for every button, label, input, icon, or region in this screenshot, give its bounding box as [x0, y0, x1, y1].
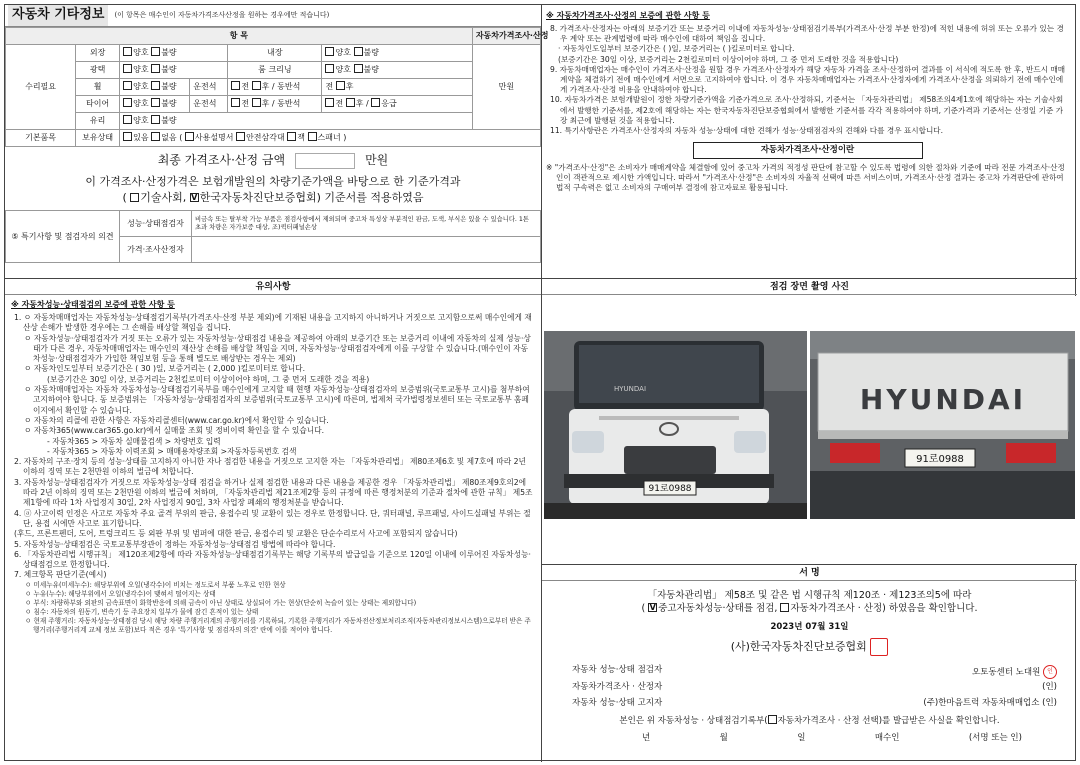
checkbox[interactable] [325, 47, 334, 56]
spanner-label: 스패너 [317, 133, 341, 142]
notes-item: 3. 자동차성능·상태점검자가 거짓으로 자동차성능·상태 점검을 하거나 실제 점검한 내용과 다른 내용을 제공한 경우 「자동차관리법」 제80조제9호의2에 따라 2년 이하의 징역 또는 2천만원 이하의 벌금에 처하며, 「자동차관리법 제21조제2항 등의 규정에 따른 행정처분의 기준과 절차에 관한 규칙」 제5조제1항에 따라 1차 사업정지 30일, 2차 사업정지 90일, 3차 사업장 폐쇄의 행정처분을 받습니다. [14, 477, 533, 508]
checkbox[interactable] [151, 47, 160, 56]
criteria-item: ㅇ 침수: 자동차의 원동기, 변속기 등 주요장치 일부가 물에 잠긴 흔적이 있는 상태 [25, 607, 259, 616]
bad-label: 불량 [363, 65, 379, 74]
rear-label: 후 [345, 82, 354, 91]
vehicle-other-info-section [5, 5, 549, 278]
notes-item: (후드, 프론트펜더, 도어, 트렁크리드 등 외판 부위 및 범퍼에 대한 판금, 용접수리 및 교환은 단순수리로서 사고에 포함되지 않습니다) [14, 529, 458, 539]
signature-bar: 서 명 [542, 565, 1077, 581]
notes-item: (보증기간은 30일 이상, 보증거리는 2천킬로미터 이상이어야 하며, 그 중 먼저 도래한 것을 적용) [47, 374, 370, 384]
law-line-1: 「자동차관리법」 제58조 및 같은 법 시행규칙 제120조 · 제123조의5에 따라 [647, 590, 972, 601]
checkbox[interactable] [185, 132, 194, 141]
criteria-item: ㅇ 누유(누수): 해당부위에서 오일(냉각수)이 맺혀서 떨어지는 상태 [25, 589, 216, 598]
law-option-b: 자동차가격조사 · 산정) 하였음을 확인합니다. [790, 603, 978, 614]
tire-label: 타이어 [76, 96, 120, 113]
exterior-label: 외장 [76, 45, 120, 62]
price-guarantee-section [542, 5, 1077, 278]
checkbox-checked[interactable]: V [649, 603, 656, 612]
footer-month: 월 [719, 733, 728, 743]
notes-sub-item: - 자동차365 > 자동차 이력조회 > 매매용차량조회 >자동차등록번호 검색 [47, 446, 297, 456]
confirm-line [542, 715, 1077, 728]
guarantee-item: (보증기간은 30일 이상, 보증거리는 2천킬로미터 이상이어야 하며, 그 중 먼저 도래한 것을 적용합니다) [558, 54, 899, 64]
sign-date [542, 621, 1077, 634]
triangle-label: 안전삼각대 [246, 133, 285, 142]
driver-label: 운전석 [190, 79, 228, 96]
price-unit: 만원 [472, 45, 540, 130]
rear-label: 후 [261, 82, 270, 91]
bad-label: 불량 [161, 65, 177, 74]
basis-line-1: 이 가격조사·산정가격은 보험개발원의 차량기준가액을 바탕으로 한 기준가격과 [85, 175, 461, 188]
bad-label: 불량 [363, 48, 379, 57]
checkbox[interactable] [354, 64, 363, 73]
manual-label: 사용설명서 [194, 133, 234, 142]
front-plate-text: 91로0988 [648, 484, 692, 494]
rear-label: 후 [355, 99, 364, 108]
gloss-label: 광택 [76, 62, 120, 79]
none-label: 없음 [161, 133, 177, 142]
checkbox[interactable] [287, 132, 296, 141]
law-line-2: ( V 중고자동차성능·상태를 점검, 자동차가격조사 · 산정) 하였음을 확인합니다. [641, 603, 978, 614]
signature-section [542, 564, 1077, 762]
repair-label: 수리필요 [6, 45, 76, 130]
good-label: 양호 [133, 116, 149, 125]
checkbox-checked[interactable]: V [191, 192, 198, 202]
checkbox[interactable] [346, 98, 355, 107]
truck-front-illustration [544, 331, 807, 519]
checkbox[interactable] [236, 132, 245, 141]
date-day: 31 [828, 622, 841, 632]
basis-line-2: ( 기술사회, V 한국자동차진단보증협회) 기준서를 적용하였음 [122, 191, 424, 204]
jack-label: 잭 [297, 133, 305, 142]
association-line [542, 638, 1077, 656]
association-seal-icon [870, 638, 888, 656]
notes-item: 7. 체크항목 판단기준(예시) [14, 570, 107, 580]
notes-bar: 유의사항 [5, 279, 541, 295]
checkbox[interactable] [354, 47, 363, 56]
notes-item: 2. 자동차의 구조·장치 등의 성능·상태를 고지하지 아니한 자나 점검한 내용을 거짓으로 고지한 자는 「자동차관리법」 제80조제6호 및 제7호에 따라 2년 이하의 징역 또는 2천만원 이하의 벌금에 처합니다. [14, 457, 526, 477]
good-label: 양호 [133, 65, 149, 74]
final-amount-row [5, 147, 541, 174]
notes-section [5, 279, 541, 762]
checkbox[interactable] [123, 47, 132, 56]
passenger-label: 동반석 [277, 82, 301, 91]
basis-option-a: 기술사회, [140, 191, 187, 204]
price-guarantee-title: ※ 자동차가격조사·산정의 보증에 관한 사항 등 [546, 11, 710, 20]
section-note: (이 항목은 매수인이 자동차가격조사산정을 원하는 경우에만 적습니다) [114, 11, 330, 20]
opinion-text: 비금속 또는 탈부착 가능 부품은 점검사항에서 제외되며 중고차 특성상 부분적인 판금, 도색, 부식은 있을 수 있습니다. 1톤 초과 차량은 자가보증 대상, 조)퀵터패널손상 [192, 211, 541, 237]
confirm-text-b: 자동차가격조사 · 산정 선택)를 발급받은 사실을 확인합니다. [777, 716, 1000, 726]
opinion-table [5, 210, 541, 263]
passenger-label: 동반석 [277, 99, 301, 108]
checkbox[interactable] [123, 115, 132, 124]
rear-brand-text: HYUNDAI [859, 383, 1027, 416]
checkbox[interactable] [123, 98, 132, 107]
opinion-label: ⑤ 특기사항 및 점검자의 의견 [6, 211, 120, 263]
room-cleaning-label: 룸 크리닝 [228, 62, 322, 79]
front-label: 전 [241, 82, 250, 91]
have-label: 있음 [133, 133, 149, 142]
interior-label: 내장 [228, 45, 322, 62]
criteria-item: ㅇ 부식: 차량하부와 외판의 금속표면이 화학반응에 의해 금속이 아닌 상태로 상실되어 가는 현상(단순히 녹슬어 있는 상태는 제외합니다) [25, 598, 417, 607]
notes-item: 6. 「자동차관리법 시행규칙」 제120조제2항에 따라 자동차성능·상태점검기록부는 해당 기록부의 발급일을 기준으로 120일 이내에 이루어진 자동차성능·상태점검으로 한정합니다. [14, 549, 531, 570]
glass-label: 유리 [76, 113, 120, 130]
opinion-inspector-label: 성능·상태점검자 [120, 211, 192, 237]
buyer-row [642, 733, 1022, 744]
final-amount-label: 최종 가격조사·산정 금액 [157, 153, 286, 167]
inspection-photos [542, 296, 1077, 564]
signer-name: (인) [1042, 682, 1057, 692]
date-year: 2023 [770, 622, 795, 632]
final-amount-unit: 만원 [365, 153, 389, 167]
signer-row [572, 665, 1057, 679]
good-label: 양호 [133, 99, 149, 108]
emergency-label: 응급 [381, 99, 397, 108]
checkbox[interactable] [371, 98, 380, 107]
signer-name: 오토동센터 노대원 [971, 667, 1041, 678]
notes-item: ㅇ 자동차365(www.car365.go.kr)에서 실매물 조회 및 정비이력 확인을 할 수 있습니다. [24, 426, 325, 436]
rear-label: 후 [261, 99, 270, 108]
checkbox[interactable] [151, 81, 160, 90]
signer-row [572, 682, 1057, 693]
checkbox[interactable] [325, 98, 334, 107]
driver-label: 운전석 [190, 96, 228, 113]
bad-label: 불량 [161, 82, 177, 91]
front-label: 전 [335, 99, 344, 108]
footer-day: 일 [797, 733, 806, 743]
guarantee-item: 8. 가격조사·산정자는 아래의 보증기간 또는 보증거리 이내에 자동차성능·상태점검기록부(가격조사·산정 부분 한정)에 적힌 내용에 허위 또는 오류가 있는 경우 계약 또는 관계법령에 따라 매수인에 대하여 책임을 집니다. [550, 24, 1064, 44]
front-brand-text: HYUNDAI [614, 385, 647, 393]
signer-role: 자동차 성능·상태 고지자 [572, 698, 663, 708]
price-definition-title: 자동차가격조사·산정이란 [693, 142, 923, 159]
signer-row [572, 698, 1057, 709]
truck-rear-illustration [810, 331, 1075, 519]
checkbox[interactable] [130, 193, 139, 202]
checkbox[interactable] [252, 98, 261, 107]
basic-label: 기본품목 [6, 130, 76, 147]
wheel-label: 휠 [76, 79, 120, 96]
final-amount-field[interactable] [295, 153, 355, 169]
signer-seal-icon: 인 [1043, 665, 1057, 679]
repair-table: 항 목 자동차가격조사·산정 수리필요 외장 양호 불량 내장 양호 불량 만원 광택 양호 불량 룸 크리닝 양호 불량 휠 양호 불량 운전석 전 후 / 동반석 전 후 타이어 양호 불량 운전석 전 후 / 동반석 전 후 / 응급 유리 양호 불량 기본품목 보유상태 있음 없음 ( 사용설명서 안전삼각대 잭 스패너 ) [5, 27, 541, 147]
checkbox[interactable] [151, 64, 160, 73]
checkbox[interactable] [231, 98, 240, 107]
section-header [5, 5, 541, 27]
date-month: 07 [805, 622, 818, 632]
notes-item: 1. ㅇ 자동차매매업자는 자동차성능·상태점검기록부(가격조사·산정 부분 제외)에 기재된 내용을 고지하지 아니하거나 거짓으로 고지함으로써 매수인에게 재산상 손해가 발생한 경우에는 그 손해를 배상할 책임을 집니다. [14, 313, 532, 333]
rear-plate-text: 91로0988 [916, 454, 964, 465]
checkbox[interactable] [768, 715, 777, 724]
confirm-text-a: 본인은 위 자동차성능 · 상태점검기록부( [619, 716, 768, 726]
guarantee-item: 11. 특기사항란은 가격조사·산정자의 자동차 성능·상태에 대한 견해가 성능·상태점검자의 견해와 다를 경우 표시합니다. [550, 126, 944, 136]
criteria-item: ㅇ 미세누유(미세누수): 해당부위에 오일(냉각수)이 비치는 정도로서 부품 노후로 인한 현상 [25, 580, 286, 589]
buyer-sign[interactable]: (서명 또는 인) [968, 733, 1022, 743]
notes-sub-item: - 자동차365 > 자동차 실매물검색 > 차량번호 입력 [47, 436, 221, 446]
photo-bar: 점검 장면 촬영 사진 [542, 279, 1077, 295]
checkbox[interactable] [308, 132, 317, 141]
buyer-label: 매수인 [874, 733, 900, 743]
signer-role: 자동차가격조사 · 산정자 [572, 682, 663, 692]
good-label: 양호 [133, 48, 149, 57]
year-unit: 년 [794, 622, 803, 632]
guarantee-item: 9. 자동차매매업자는 매수인이 가격조사·산정을 원할 경우 가격조사·산정자가 해당 자동차 가격을 조사·산정하여 결과를 이 서식에 적도록 한 후, 반드시 매매계약을 체결하기 전에 매수인에게 서면으로 고지하여야 합니다. 이 경우 자동차매매업자는 가격조사·산정자에게 가격조사·산정을 의뢰하기 전에 매수인에게 가격조사·산정 비용을 안내하여야 합니다. [550, 64, 1066, 95]
checkbox[interactable] [123, 132, 132, 141]
front-label: 전 [325, 82, 334, 91]
bad-label: 불량 [161, 99, 177, 108]
opinion-pricer-label: 가격·조사산정자 [120, 237, 192, 263]
footer-year: 년 [642, 733, 651, 743]
bad-label: 불량 [161, 116, 177, 125]
basis-option-b: 한국자동차진단보증협회) 기준서를 적용하였음 [199, 191, 424, 204]
law-option-a: 중고자동차성능·상태를 점검, [658, 603, 778, 614]
notes-item: ㅇ 자동차의 리콜에 관한 사항은 자동차리콜센터(www.car.go.kr)에서 확인할 수 있습니다. [24, 415, 329, 425]
checkbox[interactable] [123, 81, 132, 90]
criteria-item: ㅇ 현재 주행거리: 자동차성능·상태점검 당시 해당 차량 주행거리계의 주행거리를 기록하되, 기록한 주행거리가 자동차전산정보처리조직(자동차관리정보시스템)으로부터 받은 주행거리(주행거리계 교체 정보 포함)보다 적은 경우 '특기사항 및 점검자의 의견' 란에 이를 적어야 합니다. [25, 616, 531, 634]
item-header: 항 목 [6, 28, 473, 45]
good-label: 양호 [133, 82, 149, 91]
signer-role: 자동차 성능·상태 점검자 [572, 665, 663, 675]
opinion-pricer-field[interactable] [192, 237, 541, 263]
section-title: 자동차 기타정보 [8, 5, 108, 25]
checkbox[interactable] [151, 98, 160, 107]
bad-label: 불량 [161, 48, 177, 57]
price-definition-note: ※ "가격조사·산정"은 소비자가 매매계약을 체결함에 있어 중고차 가격의 적정성 판단에 참고할 수 있도록 법령에 의한 절차와 기준에 따라 전문 가격조사·산정인이 객관적으로 제시한 가액입니다. 따라서 "가격조사·산정"은 소비자의 자율적 선택에 따른 서비스이며, 가격조사·산정 결과는 중고차 가격판단에 관하여 법적 구속력은 없고 소비자의 구매여부 결정에 참고자료로 활용됩니다. [546, 162, 1065, 193]
checkbox[interactable] [123, 64, 132, 73]
notes-item: ㅇ 자동차인도일부터 보증기간은 ( 30 )일, 보증거리는 ( 2,000 )킬로미터로 합니다. [24, 364, 306, 374]
notes-item: 4. ⓐ 사고이력 인정은 사고로 자동차 주요 골격 부위의 판금, 용접수리 및 교환이 있는 경우로 한정합니다. 단, 쿼터패널, 루프패널, 사이드실패널 부위는 절단, 용접 시에만 사고로 표기합니다. [14, 508, 531, 528]
signer-name: (주)한마음트럭 자동차매매업소 (인) [923, 698, 1057, 708]
month-unit: 월 [817, 622, 826, 632]
checkbox[interactable] [780, 603, 789, 612]
checkbox[interactable] [325, 64, 334, 73]
notes-item: 5. 자동차성능·상태점검은 국토교통부장관이 정하는 자동차성능·상태점검 방법에 따라야 합니다. [14, 539, 336, 549]
notes-title: ※ 자동차성능·상태점검의 보증에 관한 사항 등 [11, 300, 175, 309]
checkbox[interactable] [336, 81, 345, 90]
basic-status-label: 보유상태 [76, 130, 120, 147]
truck-rear-photo [810, 331, 1075, 519]
front-label: 전 [241, 99, 250, 108]
truck-front-photo [544, 331, 807, 519]
guarantee-item: 10. 자동차가격은 보험개발원이 정한 차량기준가액을 기준가격으로 조사·산정하되, 기준서는 「자동차관리법」 제58조의4제1호에 해당하는 자는 기술사회에서 발행한 기준서를, 제2호에 해당하는 자는 한국자동차진단보증협회에서 발행한 기준서를 각각 적용하여야 하며, 기준가격과 기준서는 산정일 기준 가장 최근에 발행된 것을 적용합니다. [550, 95, 1064, 125]
checkbox[interactable] [252, 81, 261, 90]
good-label: 양호 [335, 48, 351, 57]
photo-and-sign-section [542, 279, 1077, 762]
basis-text [5, 174, 541, 206]
day-unit: 일 [840, 622, 849, 632]
good-label: 양호 [335, 65, 351, 74]
inspection-record-page [4, 4, 1076, 761]
checkbox[interactable] [151, 115, 160, 124]
checkbox[interactable] [231, 81, 240, 90]
price-header: 자동차가격조사·산정 [472, 28, 540, 45]
association-name: (사)한국자동차진단보증협회 [730, 640, 867, 653]
checkbox[interactable] [151, 132, 160, 141]
notes-item: ㅇ 자동차매매업자는 자동차 자동차성능·상태점검기록부를 매수인에게 고지할 때 현행 자동차성능·상태점검자의 보증범위(국토교통부 고시)를 첨부하여 고지하여야 합니다. 동 보증범위는 「자동차성능·상태점검자의 보증범위(국토교통부 고시)에 따른며, 법제처 국가법령정보센터 또는 국토교통부 홈페이지에서 확인할 수 있습니다. [24, 385, 530, 415]
notes-item: ㅇ 자동차성능·상태점검자가 거짓 또는 오류가 있는 자동차성능·상태점검 내용을 제공하여 아래의 보증기간 또는 보증거리 이내에 자동차의 실제 성능·상태가 다른 경우, 자동차매매업자는 매수인의 재산상 손해를 배상할 책임을 지며, 자동차성능·상태점검자에게 이를 구상할 수 있습니다.(매수인이 자동차성능·상태점검자가 가입한 책임보험 등을 통해 별도로 배상받는 경우는 제외) [24, 333, 531, 364]
guarantee-item: · 자동차인도일부터 보증기간은 ( )일, 보증거리는 ( )킬로미터로 합니다. [558, 44, 795, 54]
